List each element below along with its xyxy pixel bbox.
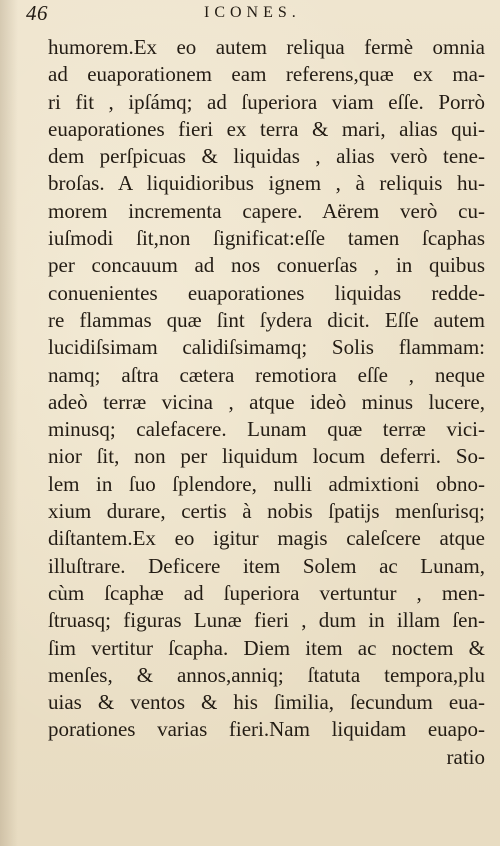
text-line: ad euaporationem eam referens,quæ ex ma- [48,62,485,87]
text-line: menſes, & annos,anniq; ſtatuta tempora,plu [48,662,485,687]
text-line: dem perſpicuas & liquidas , alias verò tene- [48,144,485,169]
text-line: illuſtrare. Deficere item Solem ac Lunam, [48,553,485,578]
text-line: lem in ſuo ſplendore, nulli admixtioni obno- [48,471,485,496]
text-line: xium durare, certis à nobis ſpatijs menſurisq; [48,499,485,524]
text-line: iuſmodi ſit,non ſignificat:eſſe tamen ſcaphas [48,226,485,251]
running-head: ICONES. [204,4,301,21]
body-text [48,34,485,771]
text-line: adeò terræ vicina , atque ideò minus lucere, [48,389,485,414]
text-line: cùm ſcaphæ ad ſuperiora vertuntur , men- [48,580,485,605]
page-number: 46 [26,1,48,25]
text-line: porationes varias fieri.Nam liquidam euapo- [48,717,485,742]
text-line: morem incrementa capere. Aërem verò cu- [48,198,485,223]
text-line: uias & ventos & his ſimilia, ſecundum eua- [48,690,485,715]
text-line: ſim vertitur ſcapha. Diem item ac noctem & [48,635,485,660]
catchword: ratio [446,744,485,769]
text-line: lucidiſsimam calidiſsimamq; Solis flammam: [48,335,485,360]
text-line: diſtantem.Ex eo igitur magis caleſcere atque [48,526,485,551]
text-line: broſas. A liquidioribus ignem , à reliquis hu- [48,171,485,196]
text-line: namq; aſtra cætera remotiora eſſe , neque [48,362,485,387]
text-line: nior ſit, non per liquidum locum deferri. So- [48,444,485,469]
text-line: ri fit , ipſámq; ad ſuperiora viam eſſe. Porrò [48,89,485,114]
text-line: minusq; calefacere. Lunam quæ terræ vici- [48,417,485,442]
text-line: per concauum ad nos conuerſas , in quibus [48,253,485,278]
text-line: humorem.Ex eo autem reliqua fermè omnia [48,35,485,59]
text-line: conuenientes euaporationes liquidas redde- [48,280,485,305]
text-line: euaporationes fieri ex terra & mari, alias qui- [48,116,485,141]
gutter-shadow [0,0,18,846]
text-line: re flammas quæ ſint ſydera dicit. Eſſe autem [48,307,485,332]
text-line: ſtruasq; figuras Lunæ fieri , dum in illam ſen- [48,608,485,633]
page-header [0,0,500,30]
